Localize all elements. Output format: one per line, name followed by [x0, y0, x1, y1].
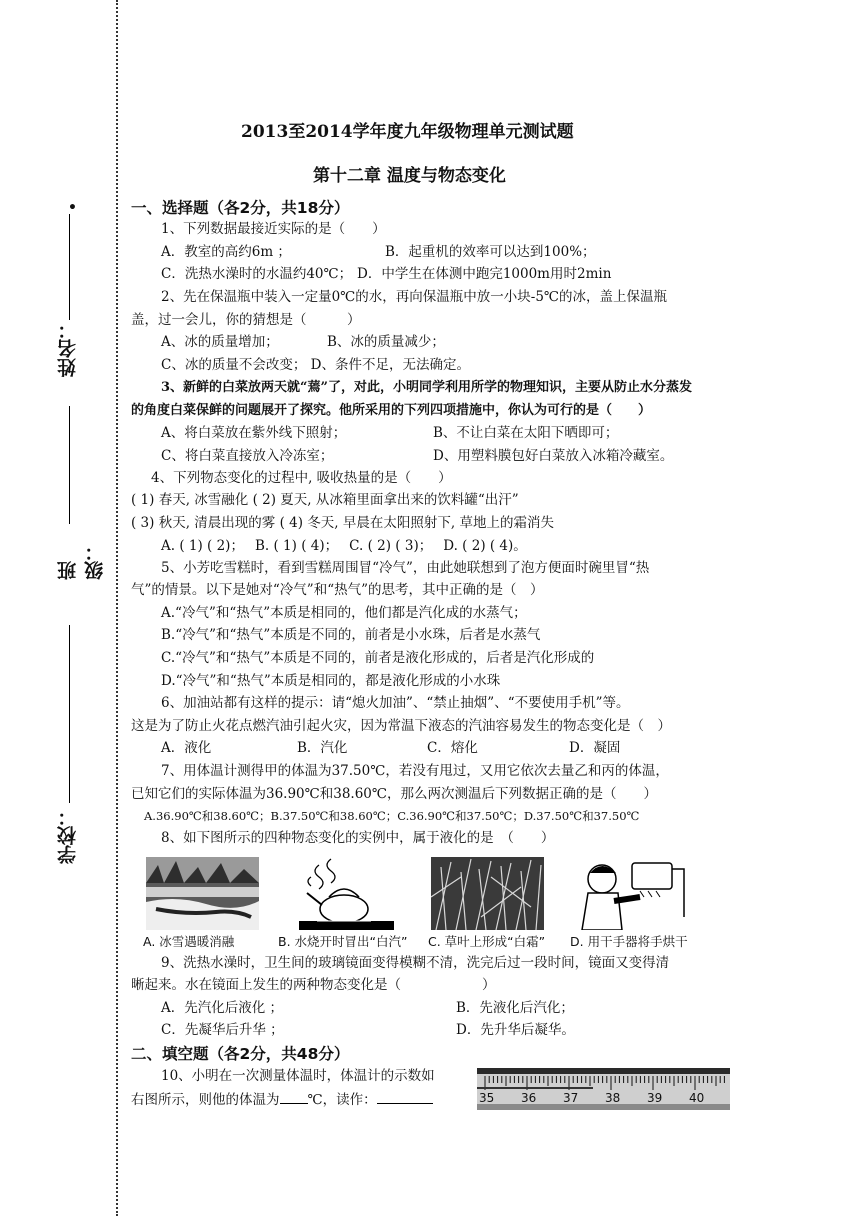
- name-field[interactable]: [48, 200, 88, 380]
- q1-option-d: D．中学生在体测中跑完1000m用时2min: [357, 266, 612, 282]
- q8-caption-b: B. 水烧开时冒出“白汽”: [278, 934, 408, 948]
- page-title: 2013至2014学年度九年级物理单元测试题: [241, 122, 574, 142]
- q9-option-c: C．先凝华后升华 ；: [161, 1022, 284, 1038]
- q8-image-d-hand-dryer: [574, 857, 687, 930]
- q7-line2: 已知它们的实际体温为36.90℃和38.60℃，那么两次测温后下列数据正确的是（ ）: [131, 786, 657, 802]
- scale-label-35: 35: [479, 1091, 495, 1105]
- q5-option-b: B.“冷气”和“热气”本质是不同的，前者是小水珠，后者是水蒸气: [161, 627, 541, 643]
- dot-mark: •: [68, 200, 77, 216]
- q3-option-c: C、将白菜直接放入冷冻室；: [161, 448, 334, 464]
- q2-line2: 盖，过一会儿，你的猜想是（ ）: [131, 312, 361, 328]
- q2-option-b: B、冰的质量减少；: [327, 334, 445, 350]
- q3-option-a: A、将白菜放在紫外线下照射；: [161, 425, 347, 441]
- name-blank-line: [69, 214, 70, 320]
- q7-options: A.36.90℃和38.60℃；B.37.50℃和38.60℃；C.36.90℃和37.50℃；D.37.50℃和37.50℃: [144, 809, 640, 823]
- chapter-title: 第十二章 温度与物态变化: [313, 166, 506, 186]
- scale-label-39: 39: [647, 1091, 663, 1105]
- q8-caption-a: A. 冰雪遇暖消融: [143, 934, 235, 948]
- thermometer-image: [477, 1068, 730, 1110]
- q2-line1: 2、先在保温瓶中装入一定量0℃的水，再向保温瓶中放一小块-5℃的冰，盖上保温瓶: [161, 289, 668, 305]
- q8-image-a-snow: [146, 857, 259, 930]
- q5-line2: 气”的情景。以下是她对“冷气”和“热气”的思考，其中正确的是（ ）: [131, 582, 544, 598]
- section-heading-fill: 二、填空题（各2分，共48分）: [131, 1045, 350, 1063]
- q6-option-a: A．液化: [161, 740, 212, 756]
- q9-option-b: B．先液化后汽化；: [456, 1000, 574, 1016]
- q8-caption-d: D. 用干手器将手烘干: [570, 934, 688, 948]
- school-label: 学校：: [57, 807, 79, 864]
- scale-label-38: 38: [605, 1091, 621, 1105]
- q6-option-d: D．凝固: [569, 740, 621, 756]
- q4-item-line2: ( 3) 秋天, 清晨出现的雾 ( 4) 冬天, 早晨在太阳照射下, 草地上的霜消失: [131, 515, 554, 531]
- q10-reading-blank[interactable]: [377, 1090, 433, 1104]
- q5-line1: 5、小芳吃雪糕时，看到雪糕周围冒“冷气”，由此她联想到了泡方便面时碗里冒“热: [161, 560, 650, 576]
- scale-label-36: 36: [521, 1091, 537, 1105]
- q8-stem: 8、如下图所示的四种物态变化的实例中，属于液化的是 （ ）: [161, 830, 555, 846]
- q5-option-c: C.“冷气”和“热气”本质是不同的，前者是液化形成的，后者是汽化形成的: [161, 650, 595, 666]
- q6-option-b: B．汽化: [297, 740, 348, 756]
- school-field[interactable]: [48, 625, 88, 865]
- q9-option-a: A．先汽化后液化 ；: [161, 1000, 284, 1016]
- q8-image-b-kettle: [289, 857, 402, 930]
- q10-line2: [131, 1090, 433, 1108]
- q8-caption-c: C. 草叶上形成“白霜”: [428, 934, 546, 948]
- q7-line1: 7、用体温计测得甲的体温为37.50℃，若没有甩过，又用它依次去量乙和丙的体温，: [161, 763, 669, 779]
- q1-option-a: A．教室的高约6m ；: [161, 244, 291, 260]
- school-blank-line: [69, 625, 70, 803]
- q4-stem: 4、下列物态变化的过程中, 吸收热量的是（ ）: [151, 470, 452, 486]
- q10-text-temp: 右图所示，则他的体温为: [131, 1092, 280, 1108]
- q9-line2: 晰起来。水在镜面上发生的两种物态变化是（ ）: [131, 977, 496, 993]
- q2-option-a: A、冰的质量增加；: [161, 334, 279, 350]
- section-heading-choice: 一、选择题（各2分，共18分）: [131, 199, 350, 217]
- class-label: 班级：: [57, 542, 106, 580]
- q10-text-read: ℃，读作：: [307, 1092, 377, 1108]
- class-field[interactable]: [48, 400, 106, 580]
- q6-option-c: C．熔化: [427, 740, 478, 756]
- q10-line1: 10、小明在一次测量体温时，体温计的示数如: [161, 1068, 435, 1084]
- q3-option-d: D、用塑料膜包好白菜放入冰箱冷藏室。: [433, 448, 674, 464]
- q10-temp-blank[interactable]: [280, 1090, 308, 1104]
- q6-line2: 这是为了防止火花点燃汽油引起火灾，因为常温下液态的汽油容易发生的物态变化是（ ）: [131, 718, 671, 734]
- scale-label-37: 37: [563, 1091, 579, 1105]
- q5-option-d: D.“冷气”和“热气”本质是相同的，都是液化形成的小水珠: [161, 673, 501, 689]
- q3-line1: 3、新鲜的白菜放两天就“蔫”了，对此，小明同学利用所学的物理知识，主要从防止水分蒸发: [161, 380, 693, 395]
- binding-dotted-line: [116, 0, 118, 1216]
- name-label: 姓名：: [57, 320, 79, 377]
- q5-option-a: A.“冷气”和“热气”本质是相同的，他们都是汽化成的水蒸气；: [161, 605, 527, 621]
- q1-option-c: C．洗热水澡时的水温约40℃；: [161, 266, 353, 282]
- q8-image-c-frost-grass: [431, 857, 544, 930]
- q4-item-line1: ( 1) 春天, 冰雪融化 ( 2) 夏天, 从冰箱里面拿出来的饮料罐“出汗”: [131, 492, 519, 508]
- q3-option-b: B、不让白菜在太阳下晒即可；: [433, 425, 619, 441]
- q1-stem: 1、下列数据最接近实际的是（ ）: [161, 221, 386, 237]
- q9-line1: 9、洗热水澡时，卫生间的玻璃镜面变得模糊不清，洗完后过一段时间，镜面又变得清: [161, 955, 670, 971]
- q2-option-cd: C、冰的质量不会改变； D、条件不足，无法确定。: [161, 357, 470, 373]
- q1-option-b: B．起重机的效率可以达到100%；: [385, 244, 596, 260]
- q6-line1: 6、加油站都有这样的提示：请“熄火加油”、“禁止抽烟”、“不要使用手机”等。: [161, 695, 630, 711]
- q4-options: A. ( 1) ( 2)； B. ( 1) ( 4)； C. ( 2) ( 3)； D. ( 2) ( 4)。: [161, 538, 527, 554]
- class-blank-line: [69, 406, 70, 524]
- q3-line2: 的角度白菜保鲜的问题展开了探究。他所采用的下列四项措施中，你认为可行的是（ ）: [131, 403, 652, 418]
- q9-option-d: D．先升华后凝华。: [456, 1022, 575, 1038]
- scale-label-40: 40: [689, 1091, 705, 1105]
